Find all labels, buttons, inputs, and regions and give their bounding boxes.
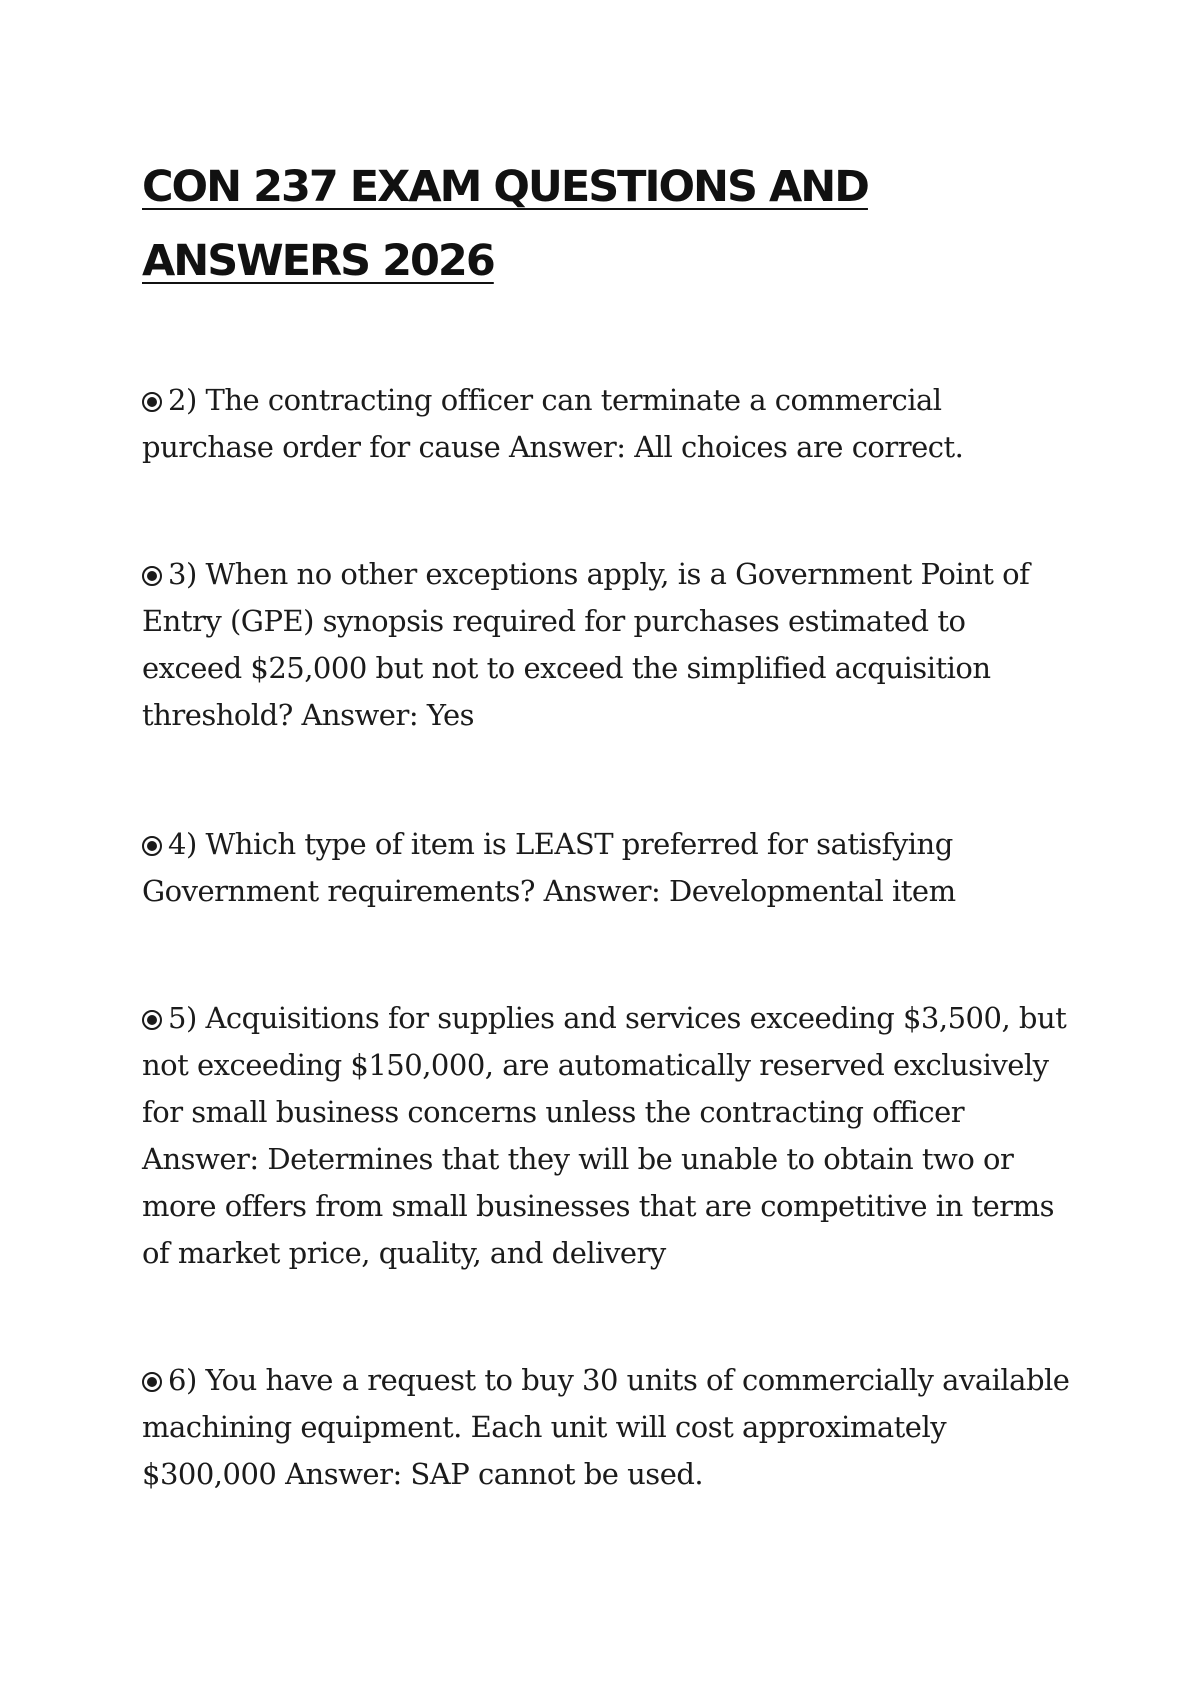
document-title [142,150,1062,298]
radio-bullet-icon [142,392,162,412]
question-item-2 [142,377,1072,471]
question-text: 3) When no other exceptions apply, is a Government Point of Entry (GPE) synopsis required for purchases estimated to exceed $25,000 but not to exceed the simplified acquisition threshold? Answer: Yes [142,557,1030,732]
radio-bullet-icon [142,566,162,586]
radio-bullet-icon [142,1010,162,1030]
question-item-6 [142,1357,1072,1498]
question-item-4 [142,821,1072,915]
question-text: 2) The contracting officer can terminate a commercial purchase order for cause Answer: All choices are correct. [142,383,964,464]
radio-bullet-icon [142,1372,162,1392]
question-text: 4) Which type of item is LEAST preferred for satisfying Government requirements? Answer: Developmental item [142,827,956,908]
question-item-3 [142,551,1072,739]
question-text: 5) Acquisitions for supplies and services exceeding $3,500, but not exceeding $150,000, are automatically reserved exclusively for small business concerns unless the contracting officer Answer: Determines that they will be unable to obtain two or more offers from small businesses that are competitive in terms of market price, quality, and delivery [142,1001,1067,1270]
question-item-5 [142,995,1072,1277]
question-text: 6) You have a request to buy 30 units of commercially available machining equipment. Each unit will cost approximately $300,000 Answer: SAP cannot be used. [142,1363,1070,1491]
radio-bullet-icon [142,836,162,856]
document-title-text: CON 237 EXAM QUESTIONS AND ANSWERS 2026 [142,162,868,286]
